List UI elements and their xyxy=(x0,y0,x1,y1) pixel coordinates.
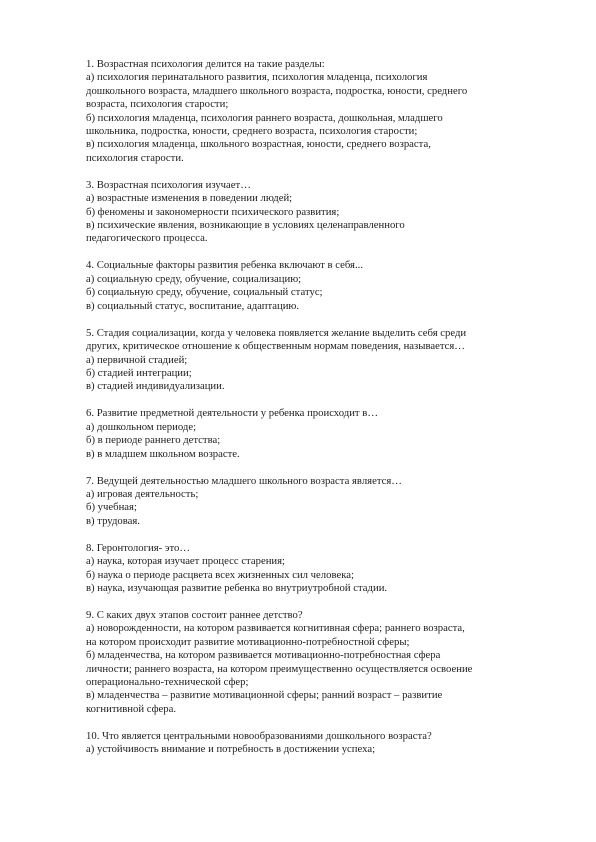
question-text: 7. Ведущей деятельностью младшего школьного возраста является… xyxy=(86,474,402,487)
question-line: б) стадией интеграции; xyxy=(86,366,192,379)
question-line: в) стадией индивидуализации. xyxy=(86,380,225,393)
question-line: дошкольного возраста, младшего школьного возраста, подростка, юности, среднего xyxy=(86,84,468,97)
question-line: б) наука о периоде расцвета всех жизненных сил человека; xyxy=(86,568,354,581)
question-line: а) возрастные изменения в поведении людей; xyxy=(86,192,293,205)
question-block xyxy=(86,475,556,529)
question-line: б) младенчества, на котором развивается мотивационно-потребностная сфера xyxy=(86,649,441,662)
question-text: 1. Возрастная психология делится на такие разделы: xyxy=(86,58,325,70)
question-text: 8. Геронтология- это… xyxy=(86,541,191,554)
question-block xyxy=(86,327,556,394)
question-line: школьника, подростка, юности, среднего возраста, психология старости; xyxy=(86,125,418,138)
question-line: б) психология младенца, психология раннего возраста, дошкольная, младшего xyxy=(86,111,443,124)
question-line: а) устойчивость внимание и потребность в достижении успеха; xyxy=(86,743,376,756)
question-line: педагогического процесса. xyxy=(86,232,208,245)
document-page xyxy=(86,58,556,770)
question-text: 9. С каких двух этапов состоит раннее детство? xyxy=(86,608,303,621)
question-line: в) младенчества – развитие мотивационной сферы; ранний возраст – развитие xyxy=(86,689,443,702)
question-text: 4. Социальные факторы развития ребенка включают в себя... xyxy=(86,259,363,272)
question-block xyxy=(86,259,556,313)
question-line: в) социальный статус, воспитание, адаптацию. xyxy=(86,299,300,312)
question-line: в) психические явления, возникающие в условиях целенаправленного xyxy=(86,219,405,232)
question-line: а) психология перинатального развития, психология младенца, психология xyxy=(86,71,428,84)
question-line: в) в младшем школьном возрасте. xyxy=(86,447,240,460)
question-text: 3. Возрастная психология изучает… xyxy=(86,178,251,191)
question-line: на котором происходит развитие мотивационно-потребностной сферы; xyxy=(86,635,410,648)
question-block xyxy=(86,407,556,461)
question-block xyxy=(86,730,556,757)
question-line: когнитивной сфера. xyxy=(86,702,177,715)
question-text: 6. Развитие предметной деятельности у ребенка происходит в… xyxy=(86,407,379,420)
question-block xyxy=(86,609,556,716)
question-line: других, критическое отношение к общественным нормам поведения, называется… xyxy=(86,340,465,353)
question-block xyxy=(86,58,556,165)
question-line: б) социальную среду, обучение, социальный статус; xyxy=(86,286,323,299)
question-line: в) наука, изучающая развитие ребенка во внутриутробной стадии. xyxy=(86,581,388,594)
question-line: б) феномены и закономерности психического развития; xyxy=(86,205,340,218)
question-line: б) учебная; xyxy=(86,501,137,514)
question-text: 5. Стадия социализации, когда у человека появляется желание выделить себя среди xyxy=(86,326,467,339)
question-block xyxy=(86,179,556,246)
question-line: а) первичной стадией; xyxy=(86,353,188,366)
question-line: личности; раннего возраста, на котором преимущественно осуществляется освоение xyxy=(86,662,473,675)
question-line: а) дошкольном периоде; xyxy=(86,420,197,433)
question-line: а) новорожденности, на котором развивается когнитивная сфера; раннего возраста, xyxy=(86,622,465,635)
question-text: 10. Что является центральными новообразованиями дошкольного возраста? xyxy=(86,729,432,742)
question-line: а) игровая деятельность; xyxy=(86,487,199,500)
question-line: а) социальную среду, обучение, социализацию; xyxy=(86,272,302,285)
question-block xyxy=(86,542,556,596)
question-line: психология старости. xyxy=(86,151,184,164)
question-line: а) наука, которая изучает процесс старения; xyxy=(86,555,286,568)
question-line: в) трудовая. xyxy=(86,514,140,527)
question-line: возраста, психология старости; xyxy=(86,98,229,111)
question-line: в) психология младенца, школьного возрастная, юности, среднего возраста, xyxy=(86,138,431,151)
question-line: б) в периоде раннего детства; xyxy=(86,434,221,447)
question-line: операционально-технической сфер; xyxy=(86,676,249,688)
